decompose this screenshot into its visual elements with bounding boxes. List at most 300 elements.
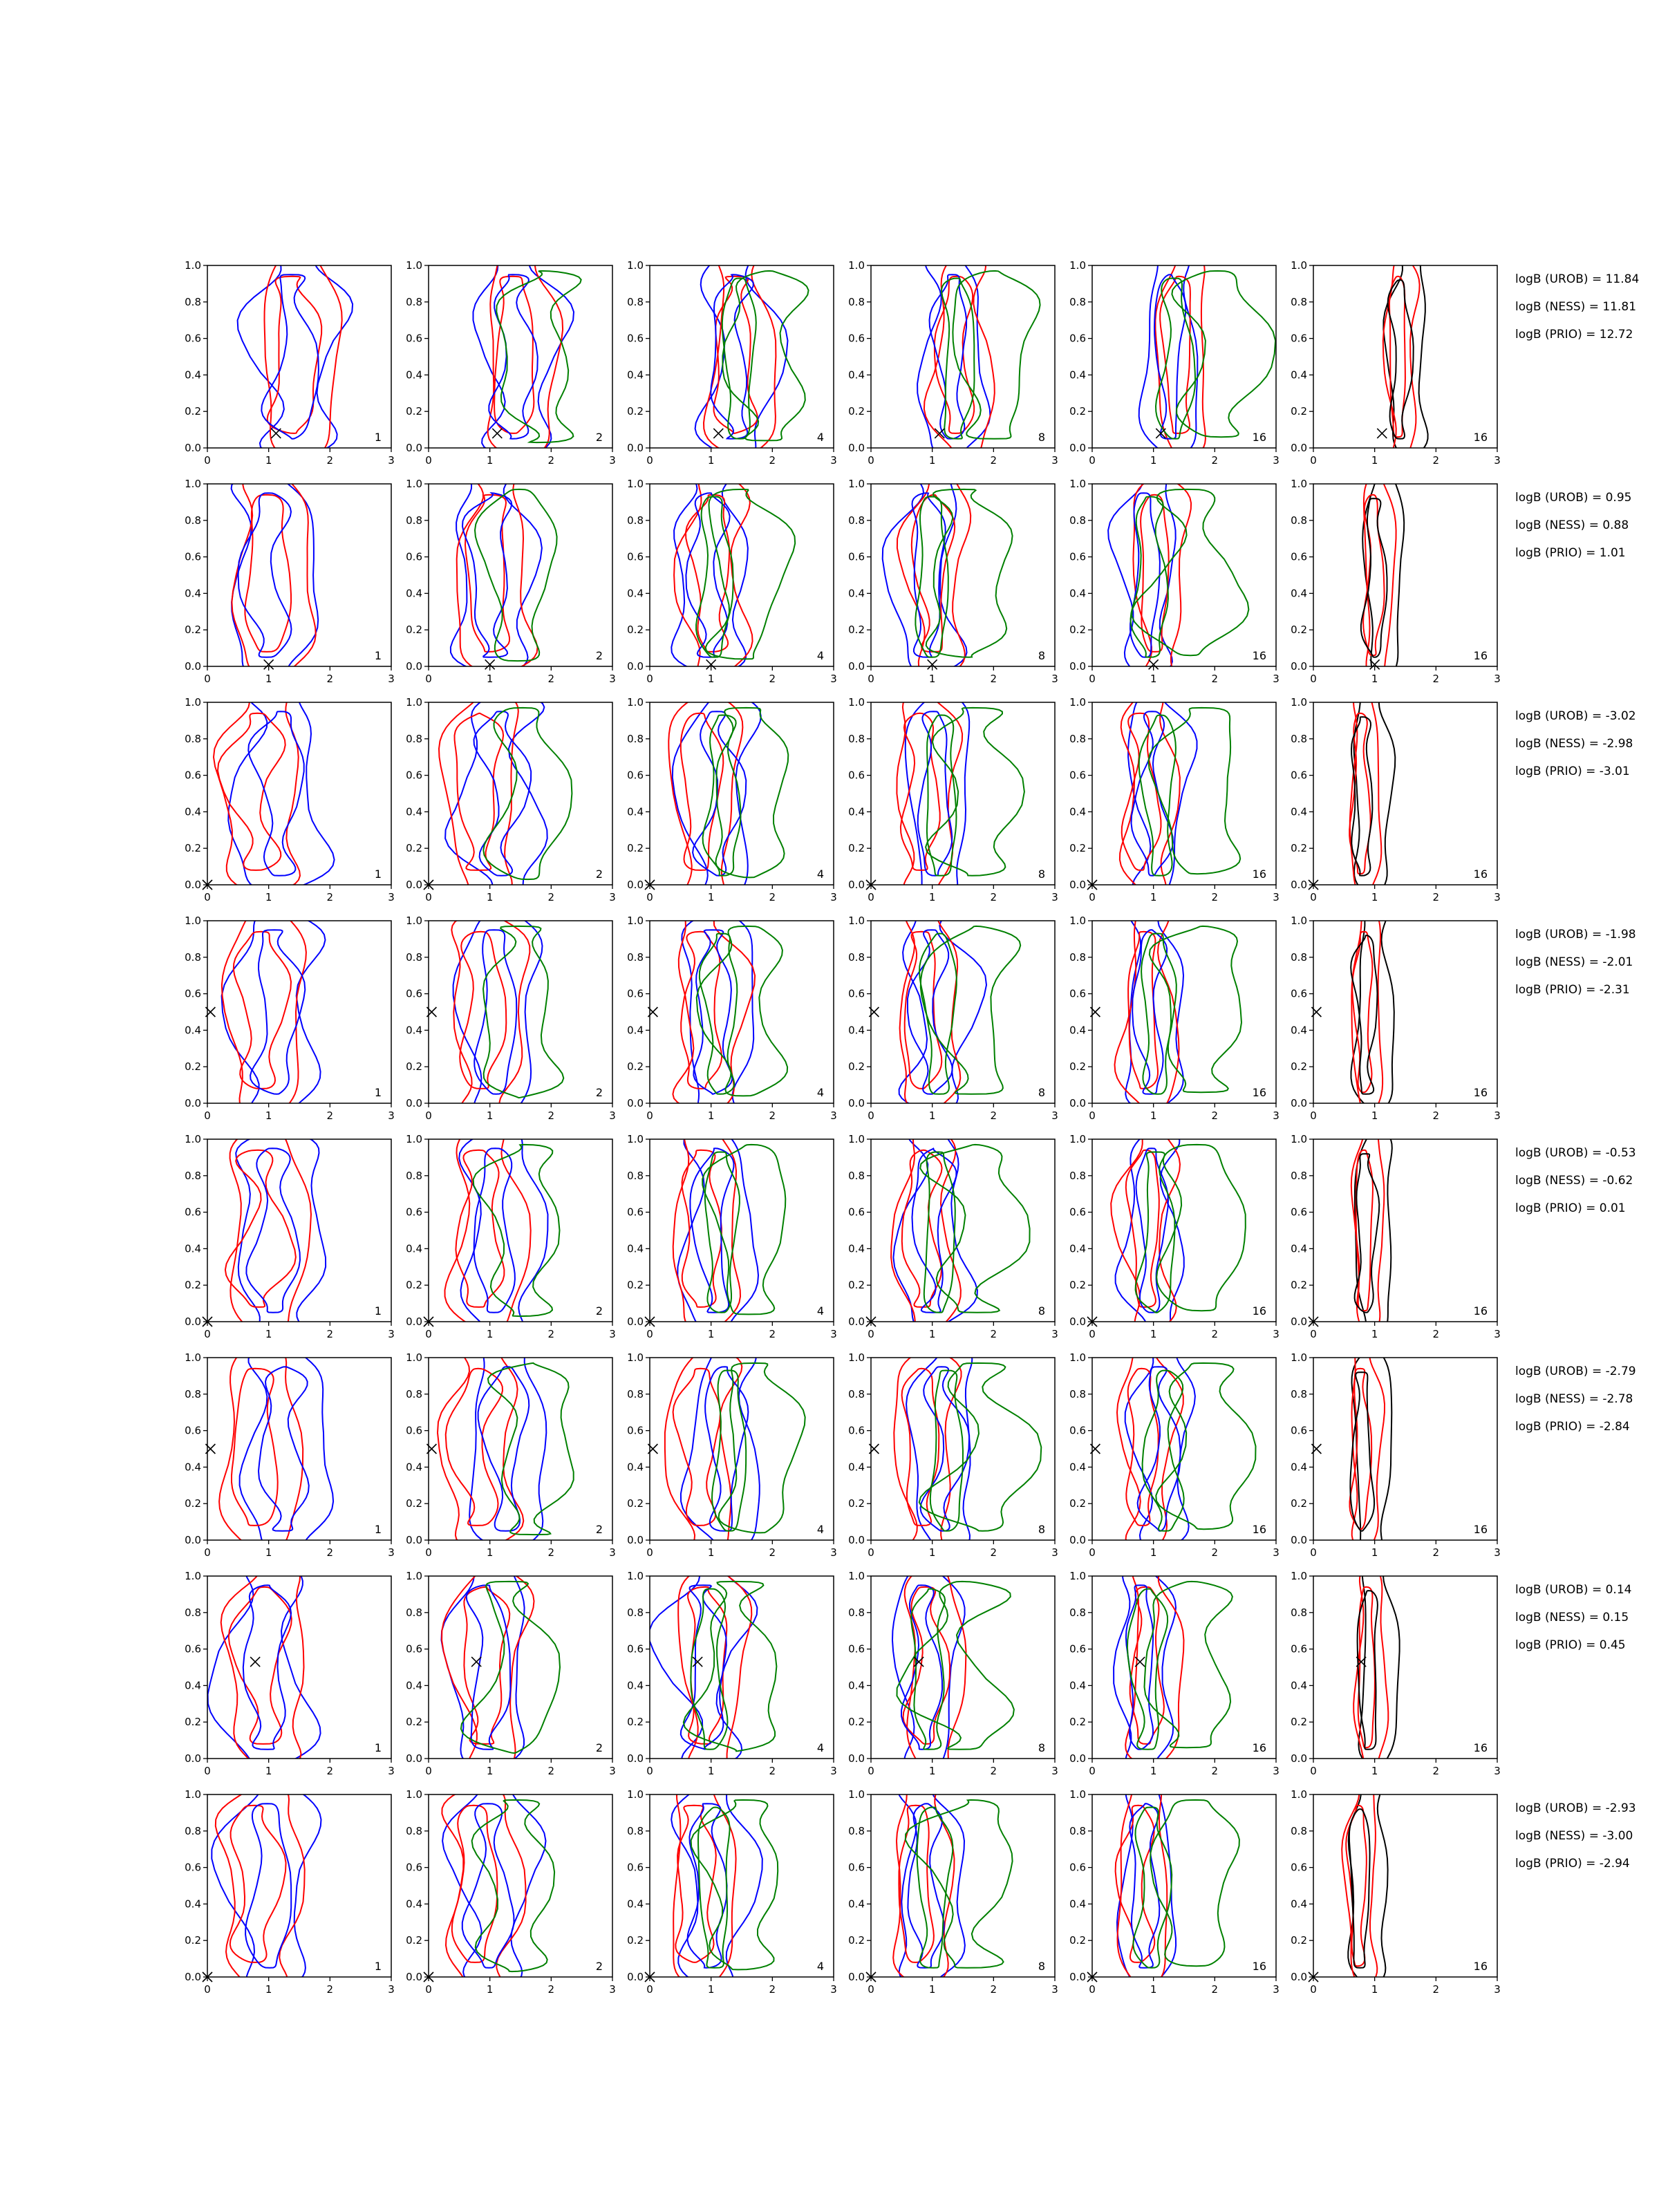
contour-group [1120,693,1240,894]
y-tick-label: 0.0 [848,1097,865,1109]
y-tick-label: 1.0 [185,696,201,709]
axes-frame [1313,702,1497,885]
y-tick-label: 0.6 [406,1206,422,1219]
x-tick-label: 0 [204,1765,211,1777]
red-contour [218,713,285,870]
y-tick-label: 0.8 [185,1387,201,1400]
y-tick-label: 0.8 [406,514,422,527]
x-tick-label: 3 [1494,1109,1501,1122]
subplot-r7-c6 [1291,1567,1501,1777]
y-tick-label: 0.4 [185,1679,201,1692]
green-contour [1156,1363,1255,1529]
x-tick-label: 0 [204,454,211,467]
contour-group [212,1785,321,1986]
x-tick-label: 3 [1051,891,1058,903]
subplot-count-label: 16 [1473,431,1488,444]
subplot-count-label: 8 [1038,868,1045,881]
subplot-r8-c2 [406,1785,616,1996]
contour-group [673,1130,786,1331]
x-tick-label: 0 [1089,454,1096,467]
x-tick-label: 1 [707,891,715,903]
red-contour [894,1349,961,1549]
x-tick-label: 2 [547,1109,555,1122]
y-tick-label: 0.6 [627,987,644,1000]
y-tick-label: 0.2 [848,842,865,855]
y-tick-label: 1.0 [848,1133,865,1145]
contour-group [671,475,795,675]
green-contour [926,708,1024,876]
subplot-count-label: 8 [1038,431,1045,444]
y-tick-label: 0.6 [1291,1424,1307,1437]
y-tick-label: 1.0 [185,1133,201,1145]
y-tick-label: 0.6 [627,550,644,563]
axes-frame [650,702,834,885]
subplot-r6-c6 [1291,1349,1501,1559]
x-tick-label: 3 [1051,1328,1058,1340]
x-tick-label: 0 [1089,1983,1096,1996]
y-tick-label: 0.2 [848,405,865,418]
x-tick-label: 0 [1089,1328,1096,1340]
y-tick-label: 1.0 [848,1788,865,1801]
y-tick-label: 0.2 [1069,1934,1086,1947]
subplot-r5-c3 [627,1130,837,1340]
y-tick-label: 0.2 [627,405,644,418]
x-tick-label: 2 [326,1328,334,1340]
y-tick-label: 0.8 [185,732,201,745]
y-tick-label: 1.0 [406,478,422,490]
x-tick-label: 3 [1494,1546,1501,1559]
y-tick-label: 0.6 [1291,1206,1307,1219]
y-tick-label: 1.0 [1291,1570,1307,1582]
contour-group [1349,693,1395,894]
axes-frame [1313,484,1497,666]
subplot-r1-c3 [627,256,837,467]
contour-group [439,693,572,894]
y-tick-label: 0.0 [406,660,422,673]
y-tick-label: 0.4 [848,587,865,600]
red-contour [222,912,306,1112]
subplot-r4-c6 [1291,912,1501,1122]
x-tick-label: 1 [1150,673,1157,685]
x-tick-label: 3 [1273,1109,1280,1122]
y-tick-label: 0.8 [1291,732,1307,745]
x-tick-label: 2 [1211,1328,1219,1340]
y-tick-label: 0.8 [1069,1169,1086,1182]
y-tick-label: 0.6 [1291,1861,1307,1874]
axes-frame [1313,1358,1497,1540]
y-tick-label: 1.0 [1069,1133,1086,1145]
red-contour [232,1369,278,1526]
x-tick-label: 1 [1371,1765,1378,1777]
y-tick-label: 0.6 [627,769,644,782]
y-tick-label: 0.4 [1069,1897,1086,1911]
subplot-count-label: 4 [816,1086,824,1099]
red-contour [1126,1369,1158,1526]
x-tick-label: 3 [609,1983,616,1996]
y-tick-label: 0.8 [848,950,865,964]
blue-contour [921,1367,970,1531]
subplot-count-label: 2 [595,1960,603,1973]
x-marker [693,1657,702,1667]
blue-contour [474,711,532,876]
y-tick-label: 1.0 [1291,1133,1307,1145]
x-tick-label: 3 [1273,1983,1280,1996]
y-tick-label: 0.0 [185,1534,201,1546]
y-tick-label: 0.4 [185,1897,201,1911]
x-tick-label: 0 [204,1546,211,1559]
blue-contour [222,912,326,1112]
subplot-count-label: 8 [1038,1741,1045,1754]
x-tick-label: 1 [1371,454,1378,467]
y-tick-label: 0.8 [848,732,865,745]
y-tick-label: 0.2 [185,1934,201,1947]
subplot-r3-c3 [627,693,837,903]
x-tick-label: 0 [646,454,653,467]
y-tick-label: 1.0 [848,1351,865,1364]
x-tick-label: 0 [425,1328,432,1340]
green-contour [921,926,1020,1094]
logb-label: logB (NESS) = -2.98 [1515,737,1633,751]
y-tick-label: 1.0 [627,1351,644,1364]
red-contour [686,495,729,652]
x-tick-label: 2 [326,454,334,467]
green-contour [715,708,788,878]
green-contour [911,1589,945,1750]
y-tick-label: 0.0 [848,1971,865,1983]
y-tick-label: 0.0 [627,660,644,673]
y-tick-label: 0.8 [627,950,644,964]
subplot-count-label: 16 [1473,868,1488,881]
x-tick-label: 3 [609,1328,616,1340]
logb-label: logB (UROB) = -2.79 [1515,1365,1636,1378]
subplot-r6-c1 [185,1349,395,1559]
subplot-r7-c3 [627,1567,837,1777]
y-tick-label: 0.2 [627,1060,644,1074]
y-tick-label: 0.0 [627,1097,644,1109]
x-tick-label: 1 [928,1765,936,1777]
logb-label: logB (NESS) = 0.15 [1515,1611,1629,1624]
x-tick-label: 0 [204,891,211,903]
contour-group [438,1349,574,1549]
y-tick-label: 0.2 [406,405,422,418]
green-contour [722,271,808,441]
y-tick-label: 0.8 [185,950,201,964]
logb-label: logB (PRIO) = -2.94 [1515,1857,1630,1871]
logb-label: logB (PRIO) = -2.31 [1515,983,1630,997]
subplot-r3-c1 [185,693,395,903]
x-tick-label: 3 [609,1765,616,1777]
x-tick-label: 1 [1150,1983,1157,1996]
x-tick-label: 2 [1432,1328,1440,1340]
blue-contour [250,930,305,1094]
blue-contour [261,274,319,439]
subplot-r2-c5 [1069,475,1280,685]
subplot-r8-c1 [185,1785,395,1996]
y-tick-label: 0.4 [1069,1024,1086,1037]
contour-group [1351,1130,1392,1331]
red-contour [446,1369,503,1526]
y-tick-label: 0.4 [1069,1679,1086,1692]
y-tick-label: 0.4 [848,368,865,382]
y-tick-label: 0.8 [627,1169,644,1182]
y-tick-label: 0.2 [1069,624,1086,637]
y-tick-label: 0.2 [1291,1716,1307,1729]
x-tick-label: 1 [928,1109,936,1122]
y-tick-label: 0.0 [406,1534,422,1546]
subplot-r1-c1 [185,256,395,467]
subplot-count-label: 16 [1473,1523,1488,1536]
subplot-r6-c3 [627,1349,837,1559]
subplot-count-label: 2 [595,649,603,662]
y-tick-label: 0.0 [185,879,201,891]
y-tick-label: 0.8 [406,732,422,745]
subplot-r4-c5 [1069,912,1280,1122]
y-tick-label: 0.4 [1291,1024,1307,1037]
subplot-r4-c4 [848,912,1058,1122]
x-tick-label: 1 [928,673,936,685]
y-tick-label: 0.4 [185,368,201,382]
x-tick-label: 3 [830,1328,837,1340]
red-contour [230,1130,311,1331]
x-tick-label: 2 [1432,454,1440,467]
x-tick-label: 1 [1150,891,1157,903]
y-tick-label: 0.4 [185,587,201,600]
contour-group [214,693,335,894]
y-tick-label: 0.8 [1069,1606,1086,1619]
x-tick-label: 3 [609,1546,616,1559]
green-contour [712,1371,746,1531]
x-tick-label: 0 [868,1109,874,1122]
y-tick-label: 0.0 [185,1315,201,1328]
y-tick-label: 0.8 [1291,1606,1307,1619]
y-tick-label: 0.8 [627,514,644,527]
y-tick-label: 0.4 [1291,1897,1307,1911]
y-tick-label: 0.6 [406,550,422,563]
x-tick-label: 2 [547,1546,555,1559]
subplot-r5-c2 [406,1130,616,1340]
x-tick-label: 3 [830,891,837,903]
x-tick-label: 3 [830,1109,837,1122]
subplot-count-label: 1 [374,1741,382,1754]
logb-label: logB (UROB) = 0.95 [1515,491,1632,505]
logb-label: logB (UROB) = 11.84 [1515,272,1640,286]
x-tick-label: 2 [990,1765,997,1777]
y-tick-label: 0.6 [406,1424,422,1437]
y-tick-label: 0.4 [627,587,644,600]
y-tick-label: 0.2 [1069,405,1086,418]
y-tick-label: 1.0 [1291,1788,1307,1801]
contour-group [208,1567,321,1768]
subplot-count-label: 1 [374,649,382,662]
subplot-r1-c5 [1069,256,1280,467]
subplot-r3-c5 [1069,693,1280,903]
x-tick-label: 0 [1089,673,1096,685]
red-contour [1125,1567,1183,1768]
x-tick-label: 1 [1371,1546,1378,1559]
x-tick-label: 0 [868,1765,874,1777]
contour-group [695,256,809,457]
subplot-count-label: 1 [374,868,382,881]
logb-label: logB (PRIO) = 0.01 [1515,1201,1626,1215]
y-tick-label: 0.8 [1069,295,1086,308]
y-tick-label: 0.6 [185,1206,201,1219]
x-tick-label: 0 [1089,1765,1096,1777]
y-tick-label: 0.6 [1069,1424,1086,1437]
contour-group [897,693,1024,894]
red-contour [1122,713,1161,870]
x-tick-label: 0 [868,1546,874,1559]
contour-group [442,1785,554,1986]
x-marker [1377,429,1387,438]
y-tick-label: 0.0 [627,879,644,891]
y-tick-label: 1.0 [185,1351,201,1364]
x-tick-label: 2 [1432,891,1440,903]
x-tick-label: 1 [265,1983,272,1996]
y-tick-label: 0.2 [848,1934,865,1947]
y-tick-label: 0.2 [406,1716,422,1729]
x-tick-label: 1 [486,1546,494,1559]
axes-frame [207,484,391,666]
x-tick-label: 1 [707,1328,715,1340]
axes-frame [207,1139,391,1322]
contour-group [671,1785,778,1986]
y-tick-label: 0.6 [627,1424,644,1437]
y-tick-label: 0.6 [627,332,644,345]
x-tick-label: 2 [990,1328,997,1340]
y-tick-label: 0.2 [848,1279,865,1292]
y-tick-label: 0.2 [627,842,644,855]
axes-frame [1092,1358,1276,1540]
y-tick-label: 0.8 [406,1387,422,1400]
red-contour [902,1369,939,1526]
contour-group [219,1349,333,1549]
subplot-r1-c6 [1291,256,1501,467]
y-tick-label: 0.2 [406,842,422,855]
y-tick-label: 0.6 [185,332,201,345]
blue-contour [236,1130,326,1331]
y-tick-label: 0.8 [185,1169,201,1182]
y-tick-label: 0.0 [406,442,422,454]
subplot-r4-c1 [185,912,395,1122]
contour-group [1350,1349,1392,1549]
x-tick-label: 3 [1051,1983,1058,1996]
x-tick-label: 0 [1310,1983,1317,1996]
x-marker [250,1657,260,1667]
y-tick-label: 0.4 [627,805,644,818]
y-tick-label: 0.6 [406,987,422,1000]
y-tick-label: 0.8 [185,1606,201,1619]
axes-frame [650,1794,834,1977]
subplot-r8-c4 [848,1785,1058,1996]
logb-label: logB (PRIO) = 1.01 [1515,546,1626,560]
red-contour [464,1587,509,1744]
y-tick-label: 0.6 [406,769,422,782]
y-tick-label: 0.8 [1291,950,1307,964]
x-tick-label: 0 [646,1765,653,1777]
subplot-count-label: 16 [1473,1304,1488,1318]
logb-label: logB (NESS) = 0.88 [1515,518,1629,532]
y-tick-label: 0.2 [185,1279,201,1292]
blue-contour [238,256,353,457]
y-tick-label: 0.2 [1291,1060,1307,1074]
y-tick-label: 0.0 [185,1971,201,1983]
y-tick-label: 0.0 [1291,660,1307,673]
x-tick-label: 0 [1089,891,1096,903]
y-tick-label: 0.4 [185,1242,201,1255]
contour-group [665,1349,805,1549]
axes-frame [1092,921,1276,1103]
axes-frame [650,484,834,666]
x-tick-label: 2 [547,891,555,903]
subplot-count-label: 2 [595,1741,603,1754]
x-tick-label: 1 [707,1765,715,1777]
blue-contour [695,256,788,457]
axes-frame [871,484,1055,666]
red-contour [230,1806,286,1962]
y-tick-label: 0.8 [1069,732,1086,745]
x-tick-label: 3 [1494,454,1501,467]
x-tick-label: 3 [1051,1546,1058,1559]
green-contour [919,934,957,1094]
y-tick-label: 0.8 [848,295,865,308]
subplot-r7-c1 [185,1567,395,1777]
y-tick-label: 0.4 [627,1897,644,1911]
y-tick-label: 0.2 [1069,1279,1086,1292]
y-tick-label: 1.0 [627,478,644,490]
subplot-r2-c1 [185,475,395,685]
blue-contour [459,1130,547,1331]
y-tick-label: 0.2 [1069,1716,1086,1729]
contour-group [668,693,788,894]
contour-group [451,912,563,1112]
y-tick-label: 0.6 [848,1861,865,1874]
x-tick-label: 3 [1051,454,1058,467]
contour-group [442,1567,561,1768]
y-tick-label: 0.8 [406,295,422,308]
y-tick-label: 1.0 [1069,915,1086,927]
y-tick-label: 0.0 [185,660,201,673]
y-tick-label: 0.8 [1069,514,1086,527]
black-contour [1388,280,1414,439]
x-tick-label: 1 [1371,1328,1378,1340]
x-tick-label: 2 [547,454,555,467]
y-tick-label: 0.4 [1069,1461,1086,1474]
y-tick-label: 0.4 [185,805,201,818]
x-tick-label: 2 [1432,1983,1440,1996]
logb-label: logB (NESS) = -2.01 [1515,955,1633,969]
x-tick-label: 3 [388,454,395,467]
y-tick-label: 0.2 [1069,842,1086,855]
subplot-r2-c3 [627,475,837,685]
x-tick-label: 3 [1494,1765,1501,1777]
y-tick-label: 0.4 [848,1024,865,1037]
subplot-count-label: 16 [1473,1086,1488,1099]
x-tick-label: 2 [1211,1983,1219,1996]
x-tick-label: 0 [1310,1109,1317,1122]
x-tick-label: 1 [1150,1765,1157,1777]
y-tick-label: 1.0 [1291,259,1307,272]
y-tick-label: 0.4 [627,1024,644,1037]
x-tick-label: 3 [1051,1765,1058,1777]
logb-label: logB (UROB) = -2.93 [1515,1801,1636,1815]
y-tick-label: 0.2 [848,1497,865,1510]
x-tick-label: 0 [646,1983,653,1996]
x-tick-label: 3 [1051,1109,1058,1122]
y-tick-label: 0.0 [406,1971,422,1983]
contour-group [917,256,1040,457]
x-tick-label: 0 [868,1983,874,1996]
x-tick-label: 3 [1273,1765,1280,1777]
